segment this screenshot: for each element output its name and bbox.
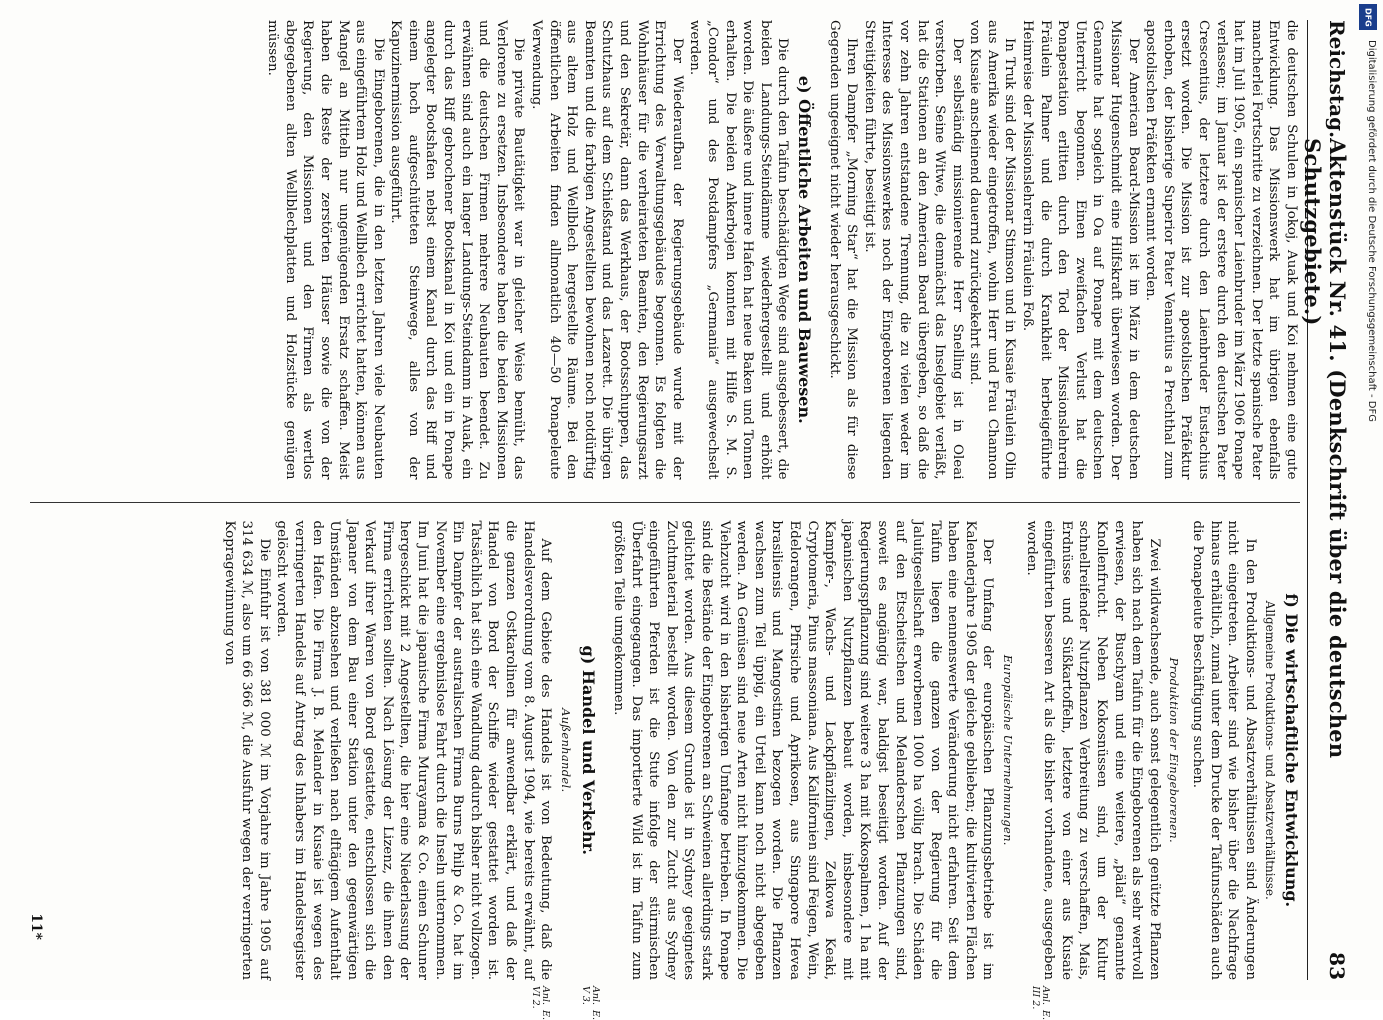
column-right [27, 502, 1301, 1020]
paragraph: die deutschen Schulen in Jokoj, Auak und Koi nehmen eine gute Entwicklung. Das Missionswerk hat im übrigen ebenfalls mancherlei Fortschritte zu verzeichnen. Der letzte spanische Pater hat im Juli 1905, ein spanischer Laienbruder im März 1906 Ponape verlassen; im Januar ist der erstere durch den deutschen Pater Crescentius, der letztere durch den Laienbruder Eustachius ersetzt worden. Die Mission ist zur apostolischen Präfektur erhoben, der bisherige Superior Pater Venantius a Prechthal zum apostolischen Präfekten ernannt worden. [1143, 20, 1299, 480]
margin-note: Anl. E. VI 2. [530, 986, 551, 1020]
section-heading-g: g) Handel und Verkehr. [579, 645, 599, 855]
margin-note: Anl. E. V 3. [580, 986, 601, 1020]
paragraph: Die Einfuhr ist von 381 000 ℳ im Vorjahre im Jahre 1905 auf 314 634 ℳ, also um 66 366 ℳ, die Ausfuhr wegen der verringerten Kopragewinnung von [221, 520, 272, 980]
paragraph: Die Eingeborenen, die in den letzten Jahren viele Neubauten aus eingeführtem Holz und Wellblech errichtet hatten, können aus Mangel an Mitteln nur ungenügenden Ersatz schaffen. Meist haben die Reste der zerstörten Häuser sowie die von der Regierung, den Missionen und den Firmen als wertlos abgegebenen alten Wellblechplatten und Holzstücke genügen müssen. [265, 20, 386, 480]
paragraph: In den Produktions- und Absatzverhältnissen sind Änderungen nicht eingetreten. Arbeiter sind wie bisher über die Nachfrage hinaus erhältlich, zumal unter dem Drucke der Taifunschäden auch die Ponapeleute Beschäftigung suchen. [1190, 520, 1258, 980]
subheading: Europäische Unternehmungen. [1001, 654, 1016, 846]
running-header [1300, 20, 1350, 980]
header-title: Aktenstück Nr. 41. (Denkschrift über die deutschen Schutzgebiete.) [1300, 138, 1350, 759]
subheading: Allgemeine Produktions- und Absatzverhältnisse. [1263, 600, 1278, 900]
paragraph: Zwei wildwachsende, auch sonst gelegentlich genützte Pflanzen haben sich nach dem Taifun für die Eingeborenen als sehr wertvoll erwiesen, der Buschyam und eine weitere, „pälai“ genannte Knollenfrucht. Neben Kokosnüssen sind, um der Kultur schnellreifender Nutzpflanzen Verbreitung zu verschaffen, Mais, Erdnüsse und Süßkartoffeln, letztere von einer aus Kusaie eingeführten besseren Art als die bisher vorhandene, ausgegeben worden. [1023, 520, 1162, 980]
section-heading-f: f) Die wirtschaftliche Entwicklung. [1282, 593, 1301, 908]
column-left [30, 20, 1300, 480]
text-columns [27, 20, 1301, 1020]
paragraph: Der American Board-Mission ist im März in dem deutschen Missionar Hugenschmidt eine Hilfskraft überwiesen worden. Der Genannte hat sogleich in Oa auf Ponape mit dem deutschen Unterricht begonnen. Einen zweifachen Verlust hat die Ponapestation erlitten durch den Tod der Missionslehrerin Fräulein Palmer und die durch Krankheit herbeigeführte Heimreise der Missionslehrerin Fräulein Foß. [1020, 20, 1141, 480]
document-page [27, 20, 1350, 1020]
paragraph: Der Wiederaufbau der Regierungsgebäude wurde mit der Errichtung des Verwaltungsgebäudes begonnen. Es folgten die Wohnhäuser für die verheirateten Beamten, den Regierungsarzt und den Sekretär, dann das Werkhaus, der Bootsschuppen, das Schutzhaus auf dem Schießstand und das Lazarett. Die übrigen Beamten und die farbigen Angestellten bewohnen noch notdürftig aus altem Holz und Wellblech hergestellte Räume. Bei den öffentlichen Arbeiten finden allmonatlich 40—50 Ponapeleute Verwendung. [529, 20, 685, 480]
section-heading-e: e) Öffentliche Arbeiten und Bauwesen. [794, 75, 814, 424]
subheading: Produktion der Eingeborenen. [1167, 657, 1182, 843]
paragraph: Die durch den Taifun beschädigten Wege sind ausgebessert, die beiden Landungs-Steindämme wiederhergestellt und erhöht worden. Die äußere und innere Hafen hat neue Baken und Tonnen erhalten. Die beiden Ankerbojen konnten mit Hilfe S. M. S. „Condor“ und des Postdampfers „Germania“ ausgewechselt werden. [687, 20, 791, 480]
paragraph: Die private Bautätigkeit war in gleicher Weise bemüht, das Verlorene zu ersetzen. Insbesondere haben die beiden Missionen und die deutschen Firmen mehrere Neubauten beendet. Zu erwähnen sind auch ein langer Landungs-Steindamm in Auak, ein durch das Riff gebrochener Bootskanal in Koi und ein in Ponape angelegter Bootshafen nebst einem Kanal durch das Riff und einem hoch aufgeschütteten Steinwege, alles von der Kapuzinermission ausgeführt. [388, 20, 527, 480]
page-number: 83 [1325, 952, 1349, 980]
paragraph: In Truk sind der Missionar Stimson und in Kusaie Fräulein Olin aus Amerika wieder eingetroffen, wohin Herr und Frau Channon von Kusaie anscheinend dauernd zurückgekehrt sind. [967, 20, 1018, 480]
paragraph: Auf dem Gebiete des Handels ist von Bedeutung, daß die Handelsverordnung vom 8. August 1904, wie bereits erwähnt, auf die ganzen Ostkarolinen für anwendbar erklärt, und daß der Handel von Bord der Schiffe wieder gestattet worden ist. Tatsächlich hat sich eine Wandlung dadurch bisher nicht vollzogen. Ein Dampfer der australischen Firma Burns Philp & Co. hat im November eine ergebnislose Fahrt durch die Inseln unternommen. Im Juni hat die japanische Firma Murayama & Co. einen Schuner hergeschickt mit 2 Angestellten, die hier eine Niederlassung der Firma errichten sollten. Nach Lösung der Lizenz, die ihnen den Verkauf ihrer Waren von Bord gestattete, entschlossen sich die Japaner von dem Bau einer Station unter den gegenwärtigen Umständen abzusehen und verließen nach elftägigem Aufenthalt den Hafen. Die Firma J. B. Melander in Kusaie ist wegen des verringerten Handels auf Antrag des Inhabers im Handelsregister gelöscht worden. [274, 520, 554, 980]
digitization-credit: Digitalisierung gefördert durch die Deutsche Forschungsgemeinschaft - DFG [1366, 40, 1377, 423]
paragraph: Ihren Dampfer „Morning Star“ hat die Mission als für diese Gegenden ungeeignet nicht wieder herausgeschickt. [826, 20, 860, 480]
margin-note: Anl. E. III 2. [1030, 986, 1051, 1020]
header-left: Reichstag. [1325, 20, 1349, 139]
subheading: Außenhandel. [558, 708, 573, 793]
paragraph: Der selbständig missionierende Herr Snelling ist in Oleai verstorben. Seine Witwe, die demnächst das Inselgebiet verläßt, hat die Stationen an den American Board übergeben, so daß die vor zehn Jahren entstandene Trennung, die zu vielen weder im Interesse des Missionswerkes noch der Eingeborenen liegenden Streitigkeiten führte, beseitigt ist. [861, 20, 965, 480]
dfg-logo: DFG [1359, 4, 1377, 30]
sheet-signature: 11* [27, 913, 44, 940]
paragraph: Der Umfang der europäischen Pflanzungsbetriebe ist im Kalenderjahre 1905 der gleiche geblieben; die kultivierten Flächen haben eine nennenswerte Veränderung nicht erfahren. Seit dem Taifun liegen die ganzen von der Regierung für die Jaluitgesellschaft erworbenen 1000 ha völlig brach. Die Schäden auf den Etscheitschen und Melanderschen Pflanzungen sind, soweit es angängig war, baldigst beseitigt worden. Auf der Regierungspflanzung sind weitere 3 ha mit Kokospalmen, 1 ha mit japanischen Nutzpflanzen bebaut worden, insbesondere mit Kampfer-, Wachs- und Lackpflänzlingen, Zelkowa Keaki, Cryptomeria, Pinus massoniana. Aus Kalifornien sind Feigen, Wein, Edelorangen, Pfirsiche und Aprikosen, aus Singapore Hevea brasiliensis und Mangostinen bezogen worden. Die Pflanzen wachsen zum Teil üppig, ein Urteil kann noch nicht abgegeben werden. An Gemüsen sind neue Arten nicht hinzugekommen. Die Viehzucht wird in den bisherigen Umfange betrieben. In Ponape sind die Bestände der Eingeborenen an Schweinen allerdings stark gelichtet worden. Aus diesem Grunde ist in Sydney geeignetes Zuchtmaterial bestellt worden. Von den zur Zucht aus Sydney eingeführten Pferden ist die Stute infolge der stürmischen Überfahrt eingegangen. Das importierte Wild ist im Taifun zum größten Teile umgekommen. [611, 520, 996, 980]
